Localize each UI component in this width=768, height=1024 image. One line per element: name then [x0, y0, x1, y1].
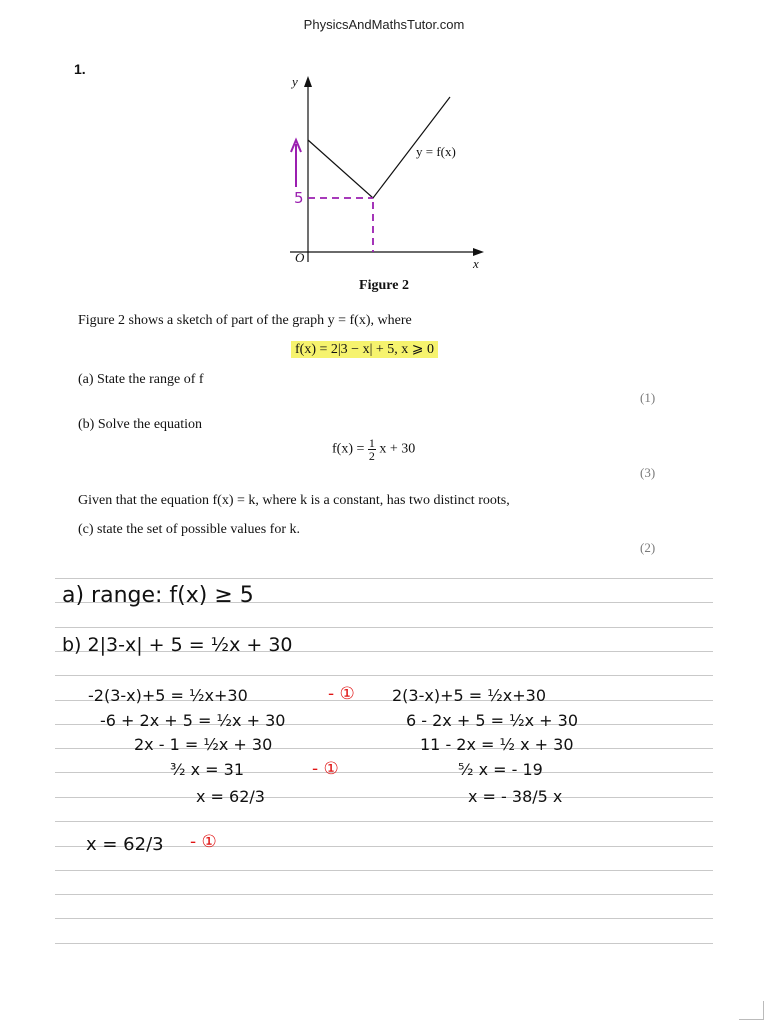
- x-axis-label: x: [473, 256, 479, 271]
- working-left-line-1: -2(3-x)+5 = ½x+30: [88, 686, 248, 705]
- working-left-line-2: -6 + 2x + 5 = ½x + 30: [100, 711, 286, 730]
- question-number: 1.: [74, 61, 86, 77]
- x-axis-arrow: [473, 248, 484, 256]
- mark-1: - ①: [328, 684, 355, 704]
- part-b-text: (b) Solve the equation: [78, 417, 203, 432]
- mark-3: - ①: [190, 832, 217, 852]
- given-text: Given that the equation f(x) = k, where k is a constant, has two distinct roots,: [78, 493, 510, 508]
- site-header: PhysicsAndMathsTutor.com: [303, 17, 465, 32]
- ruled-line: [55, 894, 713, 895]
- question-intro: Figure 2 shows a sketch of part of the graph y = f(x), where: [78, 313, 412, 328]
- annotation-five: 5: [294, 189, 304, 207]
- working-final-answer: x = 62/3: [86, 834, 164, 855]
- mark-2: - ①: [312, 759, 339, 779]
- equation-fraction-denominator: 2: [368, 449, 375, 463]
- equation-lhs: f(x) =: [332, 441, 368, 457]
- ruled-line: [55, 675, 713, 676]
- ruled-line: [55, 772, 713, 773]
- working-part-b: b) 2|3-x| + 5 = ½x + 30: [62, 634, 293, 656]
- ruled-line: [55, 918, 713, 919]
- equation-fraction-numerator: 1: [368, 436, 375, 450]
- figure-2-graph: [270, 72, 500, 277]
- equation-fraction: [368, 437, 376, 462]
- part-c-text: (c) state the set of possible values for k.: [78, 522, 300, 537]
- equation-rhs: x + 30: [379, 441, 416, 457]
- working-right-line-3: 11 - 2x = ½ x + 30: [420, 735, 574, 754]
- figure-caption: Figure 2: [359, 278, 409, 293]
- origin-label: O: [295, 250, 305, 265]
- ruled-line: [55, 627, 713, 628]
- working-left-line-4: ³⁄₂ x = 31: [170, 760, 244, 779]
- ruled-line: [55, 870, 713, 871]
- part-c-marks: (2): [640, 540, 656, 555]
- function-definition-text: f(x) = 2|3 − x| + 5, x ⩾ 0: [291, 341, 438, 358]
- working-part-a: a) range: f(x) ≥ 5: [62, 583, 254, 608]
- y-axis-arrow: [304, 76, 312, 87]
- working-right-line-2: 6 - 2x + 5 = ½x + 30: [406, 711, 579, 730]
- working-right-line-1: 2(3-x)+5 = ½x+30: [392, 686, 546, 705]
- part-b-marks: (3): [640, 465, 656, 480]
- part-a-text: (a) State the range of f: [78, 372, 204, 387]
- working-left-line-5: x = 62/3: [196, 787, 265, 806]
- working-right-line-5: x = - 38/5 x: [468, 787, 563, 806]
- working-left-line-3: 2x - 1 = ½x + 30: [134, 735, 273, 754]
- ruled-line: [55, 821, 713, 822]
- equation: [332, 437, 415, 462]
- function-definition: [291, 341, 438, 358]
- y-axis-label: y: [292, 74, 298, 89]
- ruled-line: [55, 578, 713, 579]
- part-a-marks: (1): [640, 390, 656, 405]
- ruled-line: [55, 943, 713, 944]
- page-corner-mark: [739, 1001, 764, 1020]
- working-right-line-4: ⁵⁄₂ x = - 19: [458, 760, 543, 779]
- ruled-line: [55, 797, 713, 798]
- curve-label: y = f(x): [416, 144, 456, 159]
